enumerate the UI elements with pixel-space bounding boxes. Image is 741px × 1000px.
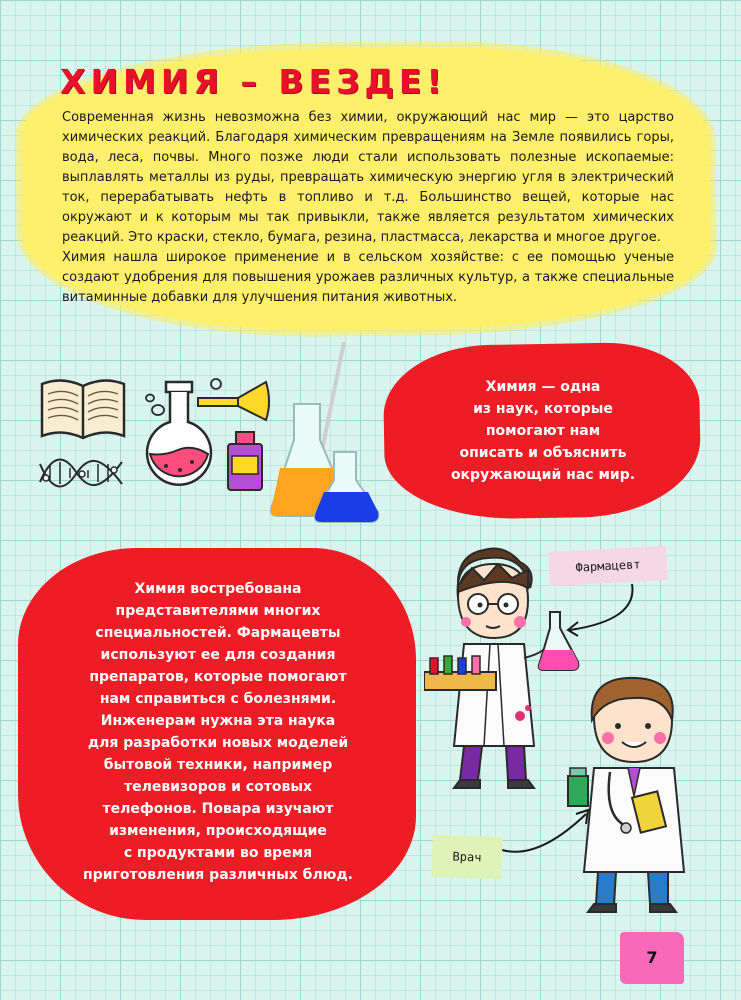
quote-chemistry-science: Химия — одна из наук, которые помогают нам описать и объяснить окружающий нас мир. bbox=[450, 379, 636, 483]
page-title: ХИМИЯ – ВЕЗДЕ! bbox=[60, 62, 447, 101]
doctor-label: Врач bbox=[431, 835, 502, 879]
pointer-arrow-icon bbox=[498, 800, 598, 860]
potion-bottle-icon bbox=[224, 430, 266, 492]
dna-icon bbox=[38, 452, 124, 494]
intro-text bbox=[62, 108, 674, 308]
quote-chemistry-professions: Химия востребована представителями многих специальностей. Фармацевты используют ее для создания препаратов, которые помогают нам справиться с болезнями. Инженерам нужна эта наука для разработки новых моделей бытовой техники, например телевизоров и сотовых телефонов. Повара изучают изменения, происходящие с продуктами во время приготовления различных блюд. bbox=[83, 581, 353, 883]
pharmacist-label: Фармацевт bbox=[548, 546, 668, 586]
funnel-icon bbox=[194, 376, 274, 424]
page-number: 7 bbox=[620, 932, 684, 984]
pharmacist-character bbox=[424, 540, 584, 800]
intro-paragraph-1: Современная жизнь невозможна без химии, окружающий нас мир — это царство химических реакций. Благодаря химическим превращениям на Земле появились горы, вода, леса, почвы. Много позже люди стали использовать полезные ископаемые: выплавлять металлы из руды, превращать химическую энергию угля в электрический ток, перерабатывать нефть в топливо и т.д. Большинство вещей, которые нас окружают и к которым мы так привыкли, также является результатом химических реакций. Это краски, стекло, бумага, резина, пластмасса, лекарства и многое другое. bbox=[62, 110, 674, 245]
open-book-icon bbox=[38, 372, 128, 444]
doctor-character bbox=[564, 676, 704, 916]
intro-paragraph-2: Химия нашла широкое применение и в сельском хозяйстве: с ее помощью ученые создают удобрения для повышения урожаев различных культур, а также специальные витаминные добавки для улучшения питания животных. bbox=[62, 250, 674, 305]
erlenmeyer-flask-icon bbox=[270, 340, 390, 524]
